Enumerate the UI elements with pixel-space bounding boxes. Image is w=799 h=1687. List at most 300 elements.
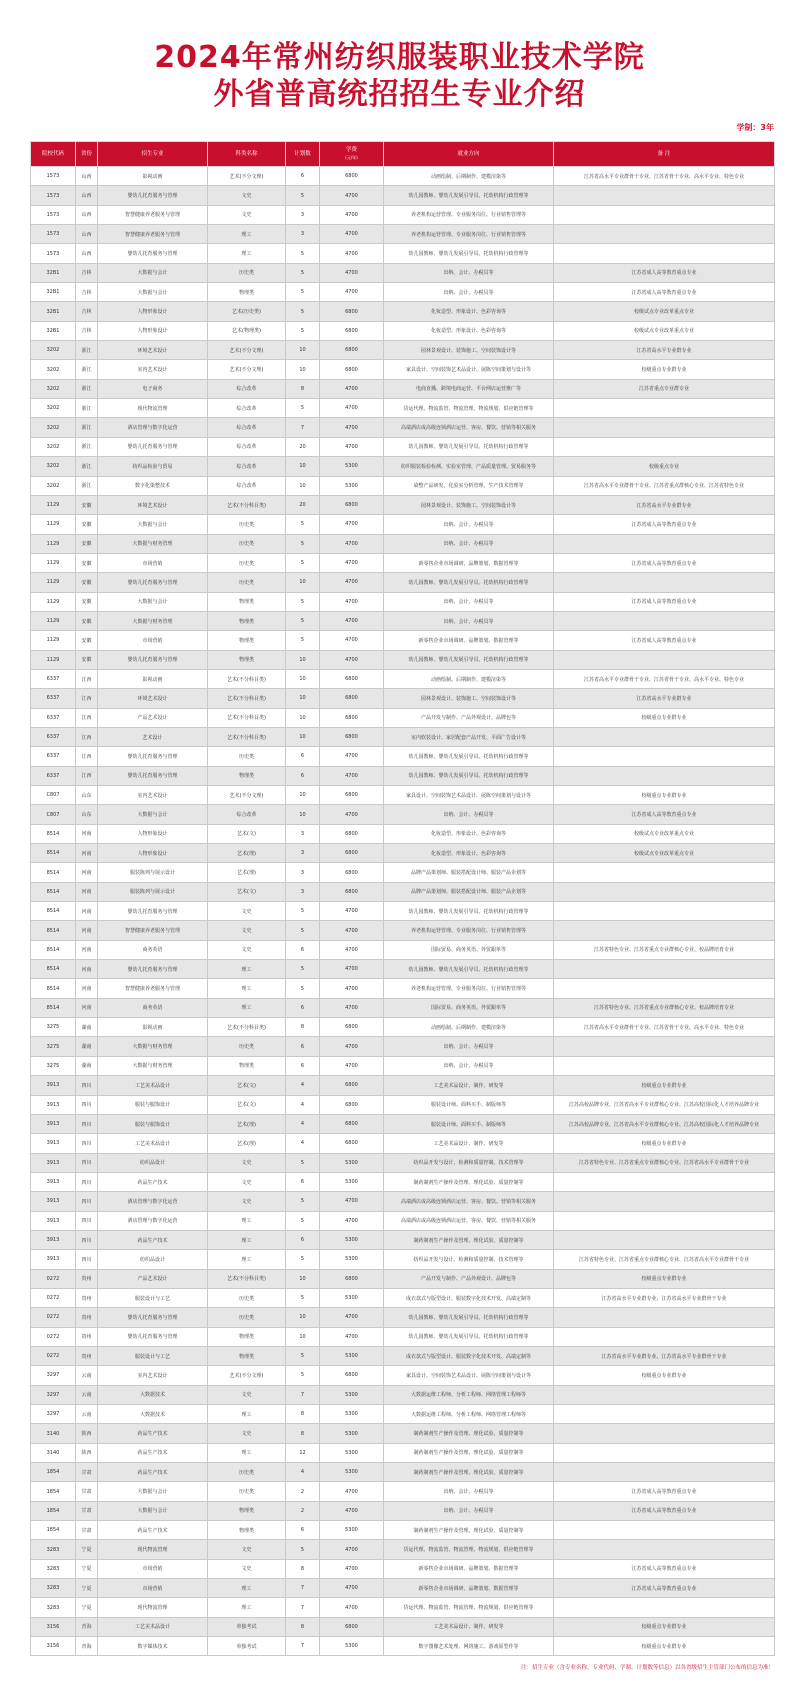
cell-category: 历史类 (208, 1037, 286, 1056)
schooling-note: 学制：3年 (736, 123, 774, 132)
table-row (31, 1095, 775, 1114)
cell-tuition: 4700 (320, 553, 384, 572)
cell-tuition: 4700 (320, 263, 384, 282)
cell-plan-count: 3 (286, 225, 320, 244)
cell-plan-count: 5 (286, 186, 320, 205)
cell-category: 艺术(文) (208, 1095, 286, 1114)
cell-category: 历史类 (208, 573, 286, 592)
cell-tuition: 4700 (320, 1056, 384, 1075)
cell-province: 贵州 (76, 1269, 98, 1288)
cell-major: 影视动画 (98, 1018, 208, 1037)
cell-remarks: 校级重点专业群专业 (554, 1637, 775, 1656)
table-row (31, 1327, 775, 1346)
cell-tuition: 6800 (320, 727, 384, 746)
cell-province: 安徽 (76, 631, 98, 650)
cell-major: 大数据与会计 (98, 1501, 208, 1520)
cell-province: 江西 (76, 727, 98, 746)
table-row (31, 1288, 775, 1307)
cell-plan-count: 4 (286, 1134, 320, 1153)
cell-category: 文史 (208, 940, 286, 959)
cell-remarks (554, 1327, 775, 1346)
cell-plan-count: 5 (286, 960, 320, 979)
cell-remarks (554, 1230, 775, 1249)
cell-major: 大数据与会计 (98, 592, 208, 611)
cell-career-direction: 幼儿园教师、婴幼儿发展引导员、托幼机构行政管理等 (384, 960, 554, 979)
cell-school-code: 8514 (31, 902, 76, 921)
cell-plan-count: 10 (286, 805, 320, 824)
cell-plan-count: 7 (286, 418, 320, 437)
cell-career-direction: 园林景观设计、装饰施工、空间装饰设计等 (384, 689, 554, 708)
cell-career-direction: 幼儿园教师、婴幼儿发展引导员、托幼机构行政管理等 (384, 1308, 554, 1327)
cell-province: 浙江 (76, 360, 98, 379)
cell-school-code: 0272 (31, 1269, 76, 1288)
cell-school-code: 1854 (31, 1463, 76, 1482)
cell-remarks: 江苏省高水平专业群骨干专业、江苏省骨干专业、高水平专业、特色专业 (554, 669, 775, 688)
cell-province: 河南 (76, 940, 98, 959)
cell-province: 云南 (76, 1385, 98, 1404)
cell-school-code: 0272 (31, 1308, 76, 1327)
cell-tuition: 4700 (320, 747, 384, 766)
cell-remarks (554, 727, 775, 746)
cell-province: 四川 (76, 1095, 98, 1114)
cell-category: 艺术(文) (208, 824, 286, 843)
cell-remarks (554, 1192, 775, 1211)
cell-school-code: 8514 (31, 979, 76, 998)
cell-category: 单独考试 (208, 1617, 286, 1636)
cell-remarks (554, 1424, 775, 1443)
cell-province: 河南 (76, 979, 98, 998)
cell-major: 服装陈列与展示设计 (98, 882, 208, 901)
cell-career-direction: 出纳、会计、办税员等 (384, 283, 554, 302)
cell-career-direction: 纺织品开发与设计、检测和质量控制、技术管理等 (384, 1250, 554, 1269)
cell-major: 服装设计与工艺 (98, 1346, 208, 1365)
cell-province: 安徽 (76, 534, 98, 553)
cell-tuition: 5300 (320, 1443, 384, 1462)
cell-plan-count: 10 (286, 1308, 320, 1327)
cell-category: 文史 (208, 205, 286, 224)
cell-plan-count: 5 (286, 1211, 320, 1230)
cell-major: 室内艺术设计 (98, 786, 208, 805)
cell-plan-count: 5 (286, 611, 320, 630)
cell-career-direction: 国际贸易、商务英语、外贸跟单等 (384, 998, 554, 1017)
header-school-code: 院校代码 (31, 142, 76, 167)
cell-remarks (554, 1385, 775, 1404)
cell-province: 江西 (76, 708, 98, 727)
enrollment-table-wrap (30, 141, 774, 1656)
cell-career-direction: 化妆造型、形象设计、色彩咨询等 (384, 302, 554, 321)
table-row (31, 1269, 775, 1288)
cell-plan-count: 20 (286, 437, 320, 456)
cell-tuition: 6800 (320, 882, 384, 901)
cell-tuition: 6800 (320, 1095, 384, 1114)
cell-category: 艺术(不分科目类) (208, 1018, 286, 1037)
cell-category: 理工 (208, 225, 286, 244)
cell-remarks: 校级重点专业群专业 (554, 708, 775, 727)
cell-career-direction: 货运代理、物流监管、物流管理、物流规划、供应链管理等 (384, 399, 554, 418)
cell-major: 药品生产技术 (98, 1443, 208, 1462)
cell-career-direction: 出纳、会计、办税员等 (384, 805, 554, 824)
cell-school-code: 1129 (31, 553, 76, 572)
table-row (31, 283, 775, 302)
cell-category: 艺术(不分文理) (208, 341, 286, 360)
cell-career-direction: 家具设计、空间装饰艺术品设计、展陈空间策划与设计等 (384, 786, 554, 805)
cell-province: 甘肃 (76, 1463, 98, 1482)
cell-remarks: 校级重点专业群专业 (554, 1617, 775, 1636)
cell-major: 大数据技术 (98, 1405, 208, 1424)
cell-plan-count: 10 (286, 650, 320, 669)
table-row (31, 167, 775, 186)
cell-plan-count: 10 (286, 457, 320, 476)
cell-school-code: 1573 (31, 205, 76, 224)
cell-tuition: 4700 (320, 534, 384, 553)
cell-remarks: 校级试点专业改革重点专业 (554, 302, 775, 321)
cell-plan-count: 10 (286, 341, 320, 360)
table-row (31, 1172, 775, 1191)
cell-province: 四川 (76, 1172, 98, 1191)
cell-category: 物理类 (208, 1521, 286, 1540)
cell-school-code: 8514 (31, 960, 76, 979)
cell-school-code: 3283 (31, 1579, 76, 1598)
cell-school-code: 3140 (31, 1424, 76, 1443)
enrollment-table (30, 141, 775, 1656)
cell-career-direction: 出纳、会计、办税员等 (384, 592, 554, 611)
cell-major: 现代物流管理 (98, 399, 208, 418)
cell-major: 数字化染整技术 (98, 476, 208, 495)
cell-remarks: 校级重点专业群专业 (554, 786, 775, 805)
cell-plan-count: 10 (286, 727, 320, 746)
table-row (31, 1192, 775, 1211)
cell-school-code: 1129 (31, 592, 76, 611)
cell-school-code: 32B1 (31, 283, 76, 302)
cell-plan-count: 6 (286, 998, 320, 1017)
cell-school-code: 3297 (31, 1385, 76, 1404)
cell-career-direction: 幼儿园教师、婴幼儿发展引导员、托幼机构行政管理等 (384, 902, 554, 921)
cell-tuition: 6800 (320, 824, 384, 843)
cell-province: 吉林 (76, 302, 98, 321)
cell-tuition: 5300 (320, 1405, 384, 1424)
cell-province: 河南 (76, 998, 98, 1017)
cell-tuition: 6800 (320, 1617, 384, 1636)
cell-province: 四川 (76, 1211, 98, 1230)
cell-province: 安徽 (76, 611, 98, 630)
cell-career-direction: 国际贸易、商务英语、外贸跟单等 (384, 940, 554, 959)
table-row (31, 1211, 775, 1230)
cell-tuition: 5300 (320, 1424, 384, 1443)
cell-plan-count: 5 (286, 1153, 320, 1172)
cell-province: 浙江 (76, 437, 98, 456)
cell-province: 贵州 (76, 1288, 98, 1307)
cell-category: 物理类 (208, 592, 286, 611)
cell-remarks: 江苏省成人高等教育重点专业 (554, 553, 775, 572)
cell-major: 环境艺术设计 (98, 495, 208, 514)
cell-category: 理工 (208, 1211, 286, 1230)
cell-plan-count: 6 (286, 1056, 320, 1075)
cell-category: 理工 (208, 998, 286, 1017)
table-row (31, 1521, 775, 1540)
cell-category: 历史类 (208, 263, 286, 282)
cell-school-code: 0272 (31, 1346, 76, 1365)
cell-province: 贵州 (76, 1308, 98, 1327)
table-row (31, 437, 775, 456)
cell-school-code: 8514 (31, 998, 76, 1017)
cell-school-code: 6337 (31, 747, 76, 766)
cell-plan-count: 3 (286, 844, 320, 863)
cell-school-code: 3275 (31, 1056, 76, 1075)
cell-remarks (554, 650, 775, 669)
cell-province: 山西 (76, 225, 98, 244)
cell-category: 艺术(理) (208, 1134, 286, 1153)
cell-tuition: 4700 (320, 979, 384, 998)
cell-tuition: 4700 (320, 611, 384, 630)
cell-category: 艺术(理) (208, 863, 286, 882)
table-row (31, 979, 775, 998)
cell-plan-count: 5 (286, 244, 320, 263)
cell-school-code: 32B1 (31, 263, 76, 282)
cell-tuition: 6800 (320, 708, 384, 727)
table-row (31, 205, 775, 224)
table-row (31, 1056, 775, 1075)
cell-plan-count: 5 (286, 631, 320, 650)
cell-province: 浙江 (76, 379, 98, 398)
cell-plan-count: 6 (286, 747, 320, 766)
cell-tuition: 5300 (320, 1346, 384, 1365)
cell-school-code: 32B1 (31, 302, 76, 321)
cell-remarks: 江苏省高水平专业群骨干专业、江苏省骨干专业、高水平专业、特色专业 (554, 1018, 775, 1037)
cell-category: 综合改革 (208, 805, 286, 824)
cell-school-code: 1129 (31, 650, 76, 669)
cell-province: 山西 (76, 244, 98, 263)
cell-category: 艺术(不分科目类) (208, 727, 286, 746)
cell-tuition: 5300 (320, 1385, 384, 1404)
cell-career-direction: 室内软装设计、家居配套产品开发、平面广告设计等 (384, 727, 554, 746)
cell-category: 艺术(不分科目类) (208, 689, 286, 708)
cell-province: 青海 (76, 1637, 98, 1656)
cell-career-direction: 幼儿园教师、婴幼儿发展引导员、托幼机构行政管理等 (384, 1327, 554, 1346)
cell-category: 历史类 (208, 515, 286, 534)
cell-province: 云南 (76, 1405, 98, 1424)
cell-major: 工艺美术品设计 (98, 1076, 208, 1095)
cell-province: 贵州 (76, 1327, 98, 1346)
table-row (31, 1250, 775, 1269)
cell-category: 艺术(不分文理) (208, 360, 286, 379)
cell-career-direction: 新零售企业市场调研、品牌策划、数据管理等 (384, 631, 554, 650)
cell-career-direction: 新零售企业市场调研、品牌策划、数据管理等 (384, 1579, 554, 1598)
cell-major: 药品生产技术 (98, 1172, 208, 1191)
cell-career-direction: 园林景观设计、装饰施工、空间装饰设计等 (384, 341, 554, 360)
cell-career-direction: 品牌产品策划师、服装搭配设计师、服装产品企划等 (384, 882, 554, 901)
cell-category: 文史 (208, 1172, 286, 1191)
cell-major: 人物形象设计 (98, 824, 208, 843)
cell-plan-count: 4 (286, 1463, 320, 1482)
cell-tuition: 4700 (320, 592, 384, 611)
cell-category: 综合改革 (208, 457, 286, 476)
table-row (31, 1134, 775, 1153)
cell-major: 市场营销 (98, 631, 208, 650)
cell-province: 河南 (76, 863, 98, 882)
cell-province: 宁夏 (76, 1540, 98, 1559)
cell-plan-count: 2 (286, 1501, 320, 1520)
cell-career-direction: 品牌产品策划师、服装搭配设计师、服装产品企划等 (384, 863, 554, 882)
cell-province: 江西 (76, 689, 98, 708)
table-row (31, 495, 775, 514)
cell-plan-count: 8 (286, 1617, 320, 1636)
cell-major: 婴幼儿托育服务与管理 (98, 573, 208, 592)
cell-career-direction: 化妆造型、形象设计、色彩咨询等 (384, 321, 554, 340)
cell-province: 甘肃 (76, 1482, 98, 1501)
cell-school-code: 8514 (31, 863, 76, 882)
cell-career-direction: 出纳、会计、办税员等 (384, 515, 554, 534)
cell-remarks: 江苏省成人高等教育重点专业 (554, 631, 775, 650)
cell-career-direction: 家具设计、空间装饰艺术品设计、展陈空间策划与设计等 (384, 1366, 554, 1385)
cell-category: 理工 (208, 1250, 286, 1269)
cell-province: 宁夏 (76, 1559, 98, 1578)
cell-major: 婴幼儿托育服务与管理 (98, 1308, 208, 1327)
cell-major: 大数据与财务管理 (98, 1056, 208, 1075)
cell-remarks: 校级重点专业 (554, 457, 775, 476)
cell-province: 四川 (76, 1153, 98, 1172)
table-row (31, 476, 775, 495)
cell-remarks (554, 863, 775, 882)
cell-tuition: 6800 (320, 495, 384, 514)
table-row (31, 1230, 775, 1249)
cell-plan-count: 3 (286, 205, 320, 224)
cell-province: 甘肃 (76, 1501, 98, 1520)
cell-career-direction: 出纳、会计、办税员等 (384, 1037, 554, 1056)
cell-plan-count: 6 (286, 1230, 320, 1249)
cell-remarks: 校级试点专业改革重点专业 (554, 824, 775, 843)
cell-school-code: 6337 (31, 727, 76, 746)
page-title: 2024年常州纺织服装职业技术学院 (154, 40, 645, 75)
cell-province: 河南 (76, 824, 98, 843)
cell-tuition: 4700 (320, 1308, 384, 1327)
cell-career-direction: 幼儿园教师、婴幼儿发展引导员、托幼机构行政管理等 (384, 650, 554, 669)
cell-plan-count: 7 (286, 1385, 320, 1404)
cell-school-code: 3297 (31, 1405, 76, 1424)
cell-plan-count: 6 (286, 167, 320, 186)
cell-tuition: 4700 (320, 766, 384, 785)
table-row (31, 902, 775, 921)
cell-remarks: 校级重点专业群专业 (554, 360, 775, 379)
cell-career-direction: 制药制剂生产操作及管理、理化试验、质量控制等 (384, 1230, 554, 1249)
cell-province: 云南 (76, 1366, 98, 1385)
cell-tuition: 6800 (320, 1134, 384, 1153)
table-row (31, 786, 775, 805)
cell-career-direction: 纺织品开发与设计、检测和质量控制、技术管理等 (384, 1153, 554, 1172)
cell-career-direction: 养老机构运营管理、专业服务岗位、行业销售管理等 (384, 205, 554, 224)
cell-school-code: 3283 (31, 1559, 76, 1578)
cell-category: 综合改革 (208, 418, 286, 437)
cell-category: 艺术(文) (208, 882, 286, 901)
cell-major: 大数据与会计 (98, 283, 208, 302)
cell-career-direction: 数字图像艺术处理、网络施工、游戏原型作等 (384, 1637, 554, 1656)
table-row (31, 1482, 775, 1501)
cell-major: 药品生产技术 (98, 1521, 208, 1540)
cell-career-direction: 出纳、会计、办税员等 (384, 263, 554, 282)
cell-school-code: 6337 (31, 669, 76, 688)
cell-plan-count: 5 (286, 1288, 320, 1307)
cell-tuition: 6800 (320, 786, 384, 805)
cell-category: 物理类 (208, 650, 286, 669)
cell-remarks (554, 921, 775, 940)
cell-major: 婴幼儿托育服务与管理 (98, 902, 208, 921)
cell-major: 产品艺术设计 (98, 1269, 208, 1288)
cell-school-code: C807 (31, 805, 76, 824)
cell-plan-count: 10 (286, 476, 320, 495)
cell-major: 婴幼儿托育服务与管理 (98, 766, 208, 785)
cell-province: 浙江 (76, 399, 98, 418)
cell-tuition: 6800 (320, 844, 384, 863)
cell-school-code: 3913 (31, 1211, 76, 1230)
cell-province: 江西 (76, 669, 98, 688)
cell-tuition: 6800 (320, 302, 384, 321)
cell-major: 智慧健康养老服务与管理 (98, 979, 208, 998)
cell-remarks: 江苏省成人高等教育重点专业 (554, 515, 775, 534)
table-row (31, 1540, 775, 1559)
cell-remarks: 江苏省高水平专业群骨干专业、江苏省重点群核心专业、江苏省特色专业 (554, 476, 775, 495)
cell-school-code: 1129 (31, 515, 76, 534)
cell-career-direction: 制药制剂生产操作及管理、理化试验、质量控制等 (384, 1521, 554, 1540)
cell-category: 艺术(不分科目类) (208, 495, 286, 514)
cell-tuition: 6800 (320, 1114, 384, 1133)
cell-plan-count: 5 (286, 921, 320, 940)
cell-province: 河南 (76, 882, 98, 901)
cell-remarks (554, 244, 775, 263)
cell-plan-count: 3 (286, 863, 320, 882)
cell-school-code: 3156 (31, 1637, 76, 1656)
cell-school-code: 1854 (31, 1521, 76, 1540)
cell-major: 市场营销 (98, 1559, 208, 1578)
table-row (31, 844, 775, 863)
cell-category: 理工 (208, 960, 286, 979)
cell-province: 吉林 (76, 263, 98, 282)
cell-major: 纺织品设计 (98, 1250, 208, 1269)
cell-career-direction: 高端酒店或高级连锁酒店运营、客房、餐饮、营销等相关服务 (384, 1192, 554, 1211)
cell-category: 历史类 (208, 747, 286, 766)
cell-major: 婴幼儿托育服务与管理 (98, 437, 208, 456)
cell-major: 纺织品检验与贸易 (98, 457, 208, 476)
cell-career-direction: 出纳、会计、办税员等 (384, 1501, 554, 1520)
cell-remarks (554, 1598, 775, 1617)
cell-tuition: 6800 (320, 321, 384, 340)
table-row (31, 1617, 775, 1636)
cell-plan-count: 6 (286, 1521, 320, 1540)
cell-province: 陕西 (76, 1443, 98, 1462)
table-row (31, 457, 775, 476)
cell-remarks (554, 186, 775, 205)
cell-province: 浙江 (76, 457, 98, 476)
cell-school-code: 3202 (31, 360, 76, 379)
cell-remarks (554, 979, 775, 998)
cell-tuition: 4700 (320, 902, 384, 921)
cell-career-direction: 纺织服装检验检测、实验室管理、产品质量管理、贸易服务等 (384, 457, 554, 476)
cell-plan-count: 10 (286, 1269, 320, 1288)
cell-tuition: 4700 (320, 631, 384, 650)
cell-category: 历史类 (208, 553, 286, 572)
table-row (31, 882, 775, 901)
cell-tuition: 5300 (320, 1288, 384, 1307)
cell-plan-count: 2 (286, 1482, 320, 1501)
cell-major: 智慧健康养老服务与管理 (98, 921, 208, 940)
cell-school-code: 3913 (31, 1153, 76, 1172)
cell-career-direction: 服装设计师、面料买手、制版师等 (384, 1095, 554, 1114)
table-row (31, 418, 775, 437)
cell-remarks: 江苏省高水平专业群骨干专业、江苏省骨干专业、高水平专业、特色专业 (554, 167, 775, 186)
cell-plan-count: 5 (286, 321, 320, 340)
cell-plan-count: 5 (286, 302, 320, 321)
cell-career-direction: 动画绘制、后期制作、建模渲染等 (384, 1018, 554, 1037)
cell-province: 山西 (76, 186, 98, 205)
cell-tuition: 4700 (320, 1192, 384, 1211)
